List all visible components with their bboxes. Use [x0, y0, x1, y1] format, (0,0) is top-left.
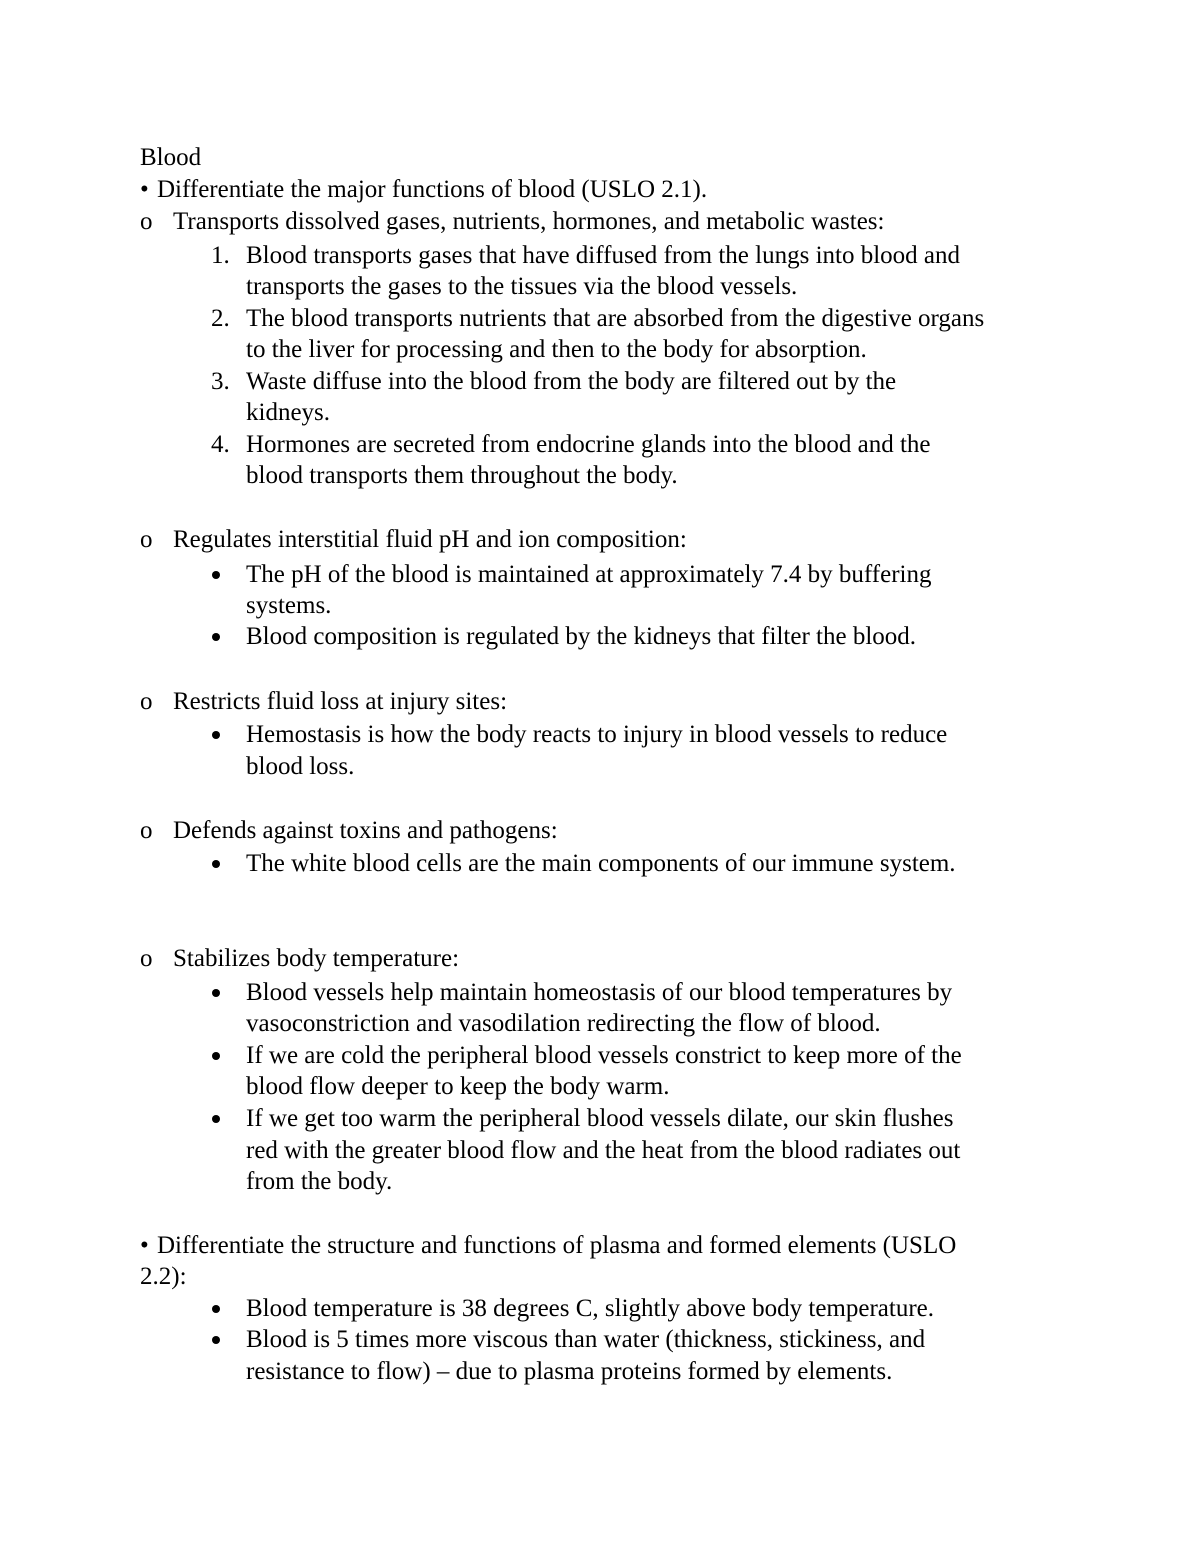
list-item-line: from the body.	[246, 1168, 393, 1195]
bullet-dot	[212, 860, 220, 868]
list-item-line: blood loss.	[246, 753, 355, 780]
list-item-line: If we are cold the peripheral blood vessels constrict to keep more of the	[246, 1042, 962, 1069]
list-item-line: Hemostasis is how the body reacts to injury in blood vessels to reduce	[246, 721, 948, 748]
list-item-line: The pH of the blood is maintained at approximately 7.4 by buffering	[246, 561, 932, 588]
bullet-dot	[212, 1336, 220, 1344]
section-heading: Defends against toxins and pathogens:	[173, 817, 558, 844]
list-number: 1.	[211, 242, 230, 269]
objective-text: 2.2):	[140, 1263, 187, 1290]
section-marker: o	[140, 526, 153, 553]
list-item-line: blood flow deeper to keep the body warm.	[246, 1073, 670, 1100]
section-marker: o	[140, 817, 153, 844]
list-item-line: resistance to flow) – due to plasma proteins formed by elements.	[246, 1358, 893, 1385]
bullet-dot	[212, 633, 220, 641]
list-number: 3.	[211, 368, 230, 395]
objective-text: Differentiate the major functions of blood (USLO 2.1).	[157, 176, 708, 203]
list-item-line: The blood transports nutrients that are absorbed from the digestive organs	[246, 305, 985, 332]
list-number: 2.	[211, 305, 230, 332]
bullet-dot	[212, 1305, 220, 1313]
list-number: 4.	[211, 431, 230, 458]
list-item-line: to the liver for processing and then to the body for absorption.	[246, 336, 867, 363]
list-item-line: Blood is 5 times more viscous than water (thickness, stickiness, and	[246, 1326, 926, 1353]
objective-bullet: •	[140, 176, 149, 203]
list-item-line: Hormones are secreted from endocrine glands into the blood and the	[246, 431, 931, 458]
list-item-line: kidneys.	[246, 399, 331, 426]
objective-text: Differentiate the structure and functions of plasma and formed elements (USLO	[157, 1232, 957, 1259]
list-item-line: vasoconstriction and vasodilation redirecting the flow of blood.	[246, 1010, 881, 1037]
bullet-dot	[212, 989, 220, 997]
list-item-line: Blood transports gases that have diffused from the lungs into blood and	[246, 242, 961, 269]
section-heading: Transports dissolved gases, nutrients, hormones, and metabolic wastes:	[173, 208, 885, 235]
objective-bullet: •	[140, 1232, 149, 1259]
section-marker: o	[140, 208, 153, 235]
bullet-dot	[212, 1115, 220, 1123]
section-marker: o	[140, 688, 153, 715]
section-heading: Regulates interstitial fluid pH and ion composition:	[173, 526, 687, 553]
page-title: Blood	[140, 144, 202, 171]
list-item-line: If we get too warm the peripheral blood vessels dilate, our skin flushes	[246, 1105, 954, 1132]
list-item-line: Blood composition is regulated by the kidneys that filter the blood.	[246, 623, 917, 650]
bullet-dot	[212, 731, 220, 739]
bullet-dot	[212, 1052, 220, 1060]
list-item-line: Blood temperature is 38 degrees C, slightly above body temperature.	[246, 1295, 935, 1322]
list-item-line: Blood vessels help maintain homeostasis of our blood temperatures by	[246, 979, 953, 1006]
list-item-line: blood transports them throughout the body.	[246, 462, 678, 489]
section-heading: Restricts fluid loss at injury sites:	[173, 688, 508, 715]
section-heading: Stabilizes body temperature:	[173, 945, 460, 972]
bullet-dot	[212, 571, 220, 579]
list-item-line: The white blood cells are the main components of our immune system.	[246, 850, 956, 877]
list-item-line: systems.	[246, 592, 332, 619]
list-item-line: Waste diffuse into the blood from the body are filtered out by the	[246, 368, 897, 395]
list-item-line: transports the gases to the tissues via the blood vessels.	[246, 273, 798, 300]
list-item-line: red with the greater blood flow and the heat from the blood radiates out	[246, 1137, 961, 1164]
section-marker: o	[140, 945, 153, 972]
